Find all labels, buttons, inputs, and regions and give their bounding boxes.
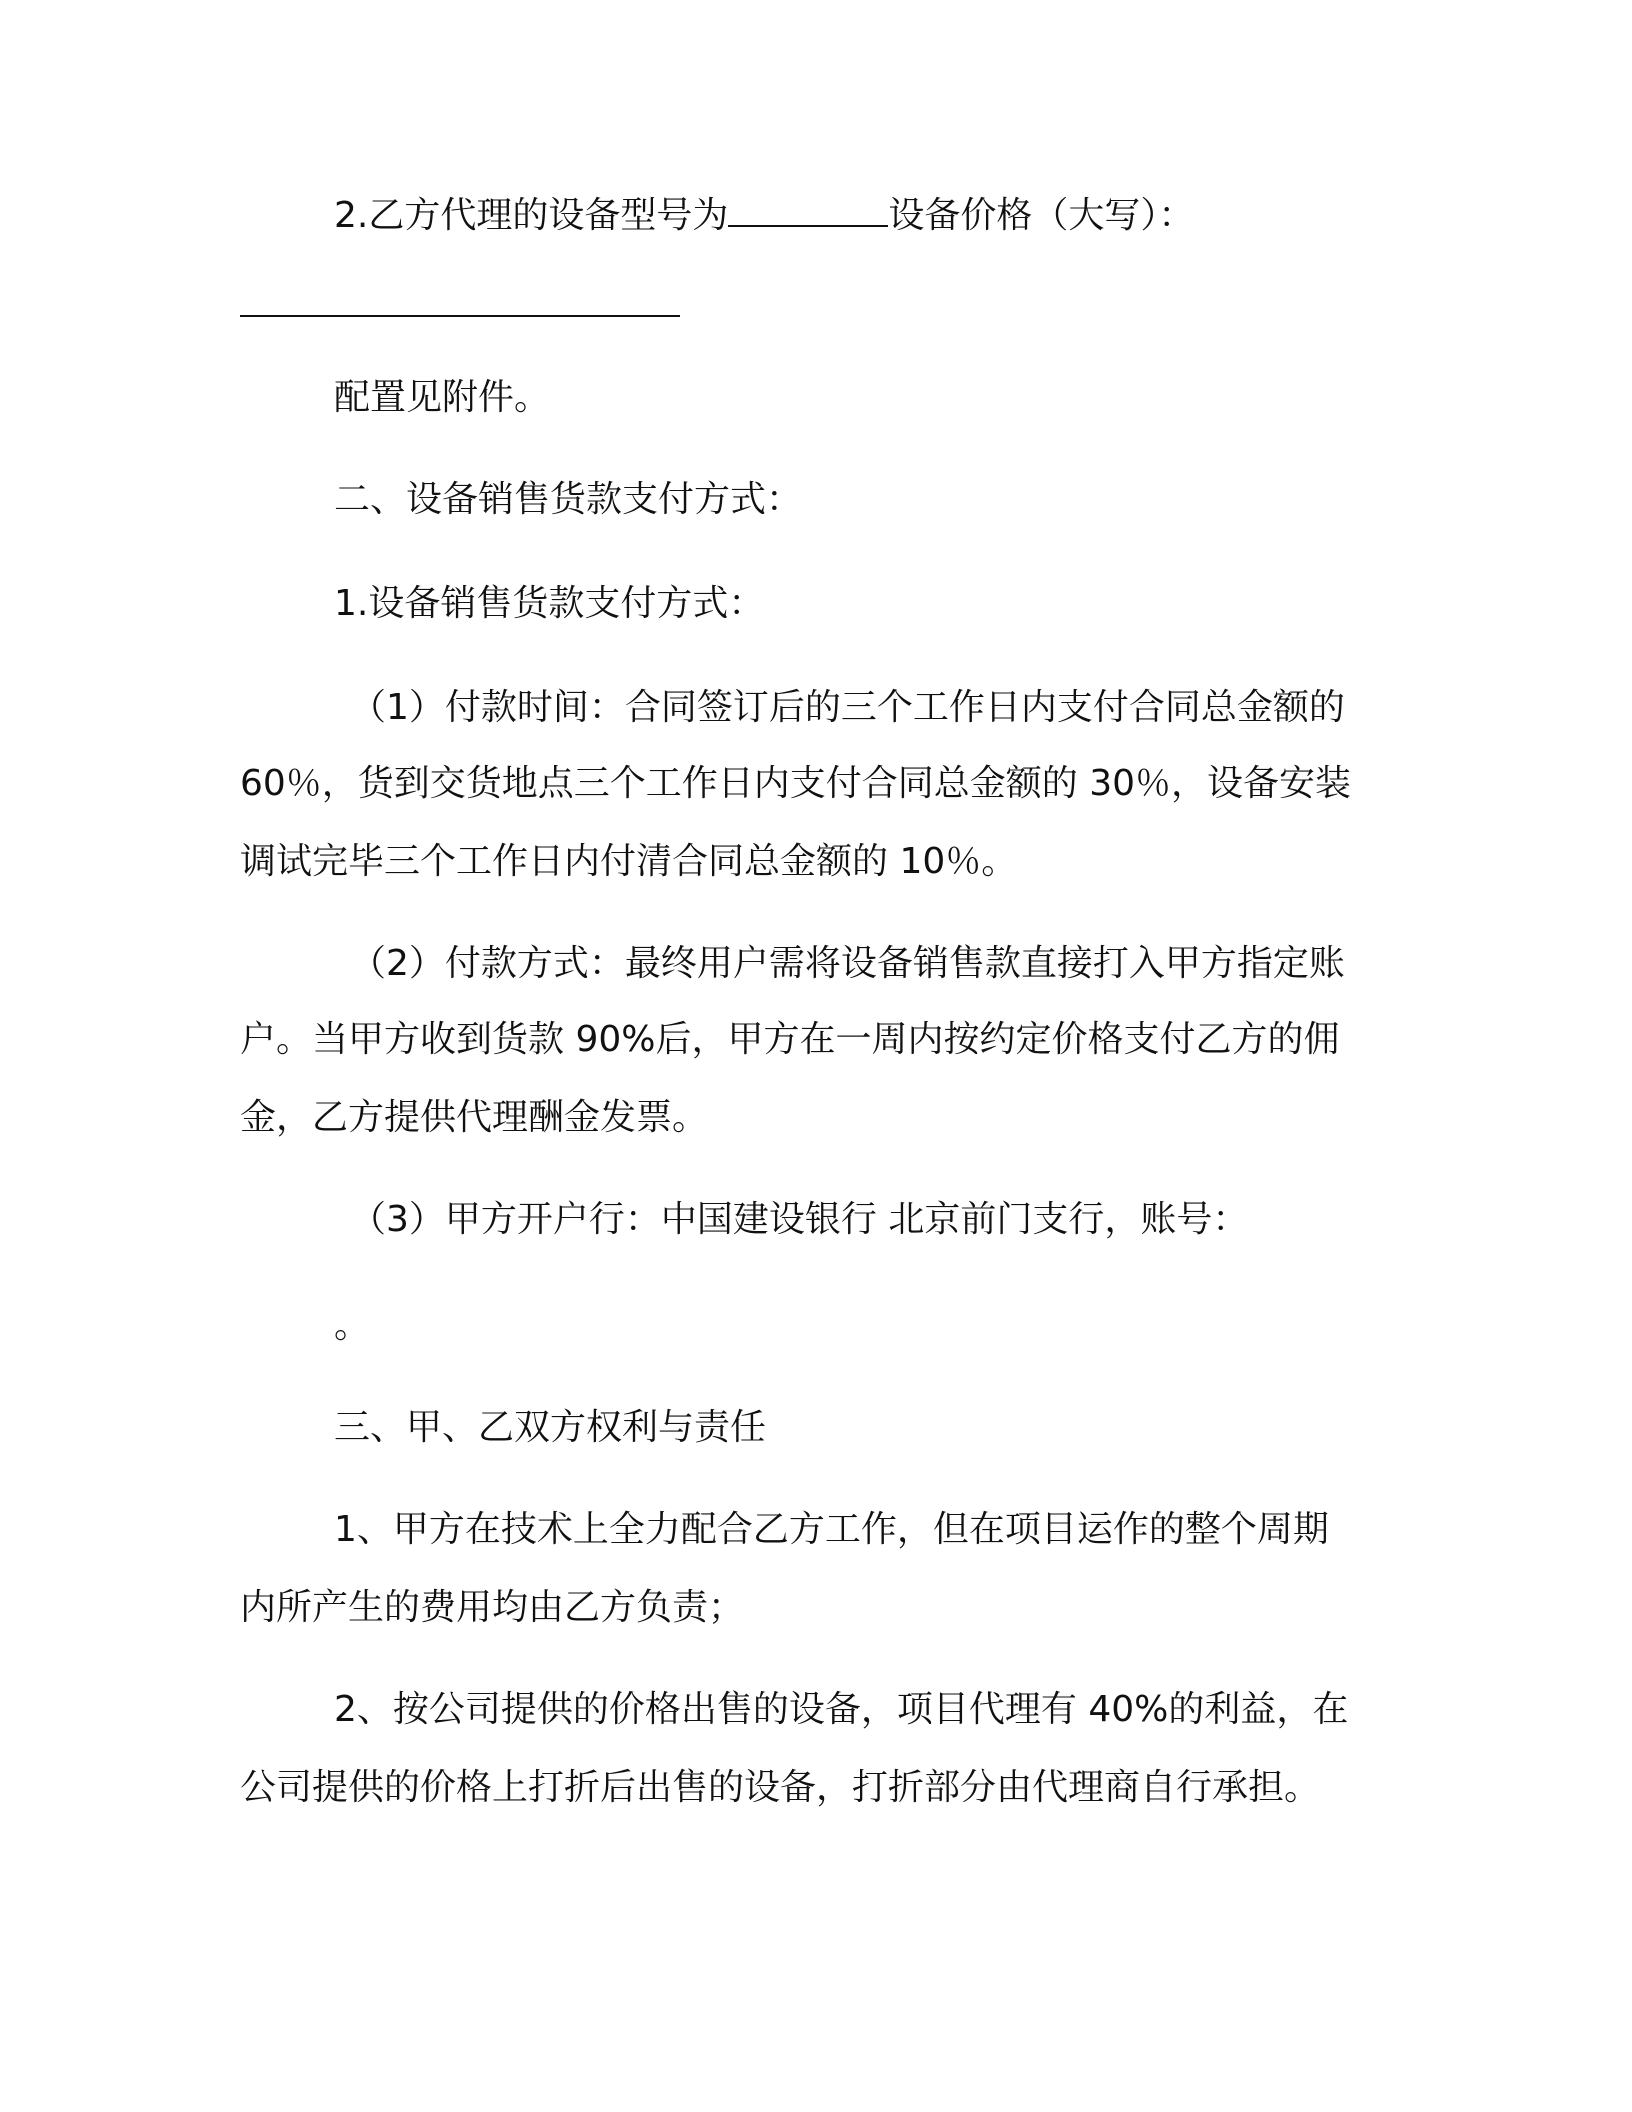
section-3-title: 三、甲、乙双方权利与责任 bbox=[334, 1407, 767, 1448]
rights-2-line-1: 2、按公司提供的价格出售的设备，项目代理有 40%的利益，在 bbox=[334, 1689, 1349, 1730]
item-2-equipment-model bbox=[334, 195, 1194, 236]
period-mark: 。 bbox=[334, 1305, 371, 1346]
payment-time-line-3: 调试完毕三个工作日内付清合同总金额的 10％。 bbox=[240, 841, 1018, 882]
model-blank bbox=[728, 195, 888, 227]
payment-method-line-3: 金，乙方提供代理酬金发票。 bbox=[240, 1097, 709, 1138]
payment-method-line-1: （2）付款方式：最终用户需将设备销售款直接打入甲方指定账 bbox=[350, 943, 1345, 984]
price-blank-line bbox=[240, 315, 680, 317]
section-2-item-1: 1.设备销售货款支付方式： bbox=[334, 583, 765, 624]
payment-time-line-2: 60％，货到交货地点三个工作日内支付合同总金额的 30％，设备安装 bbox=[240, 763, 1352, 804]
rights-1-line-2: 内所产生的费用均由乙方负责； bbox=[240, 1587, 745, 1628]
payment-time-line-1: （1）付款时间：合同签订后的三个工作日内支付合同总金额的 bbox=[350, 687, 1345, 728]
section-2-title: 二、设备销售货款支付方式： bbox=[334, 479, 803, 520]
rights-2-line-2: 公司提供的价格上打折后出售的设备，打折部分由代理商自行承担。 bbox=[240, 1767, 1321, 1808]
bank-info: （3）甲方开户行：中国建设银行 北京前门支行，账号： bbox=[350, 1199, 1249, 1240]
payment-method-line-2: 户。当甲方收到货款 90%后，甲方在一周内按约定价格支付乙方的佣 bbox=[240, 1019, 1340, 1060]
config-note: 配置见附件。 bbox=[334, 377, 551, 418]
item-2-text-after: 设备价格（大写）： bbox=[888, 195, 1195, 236]
rights-1-line-1: 1、甲方在技术上全力配合乙方工作，但在项目运作的整个周期 bbox=[334, 1509, 1329, 1550]
item-2-text-before: 2.乙方代理的设备型号为 bbox=[334, 195, 729, 236]
